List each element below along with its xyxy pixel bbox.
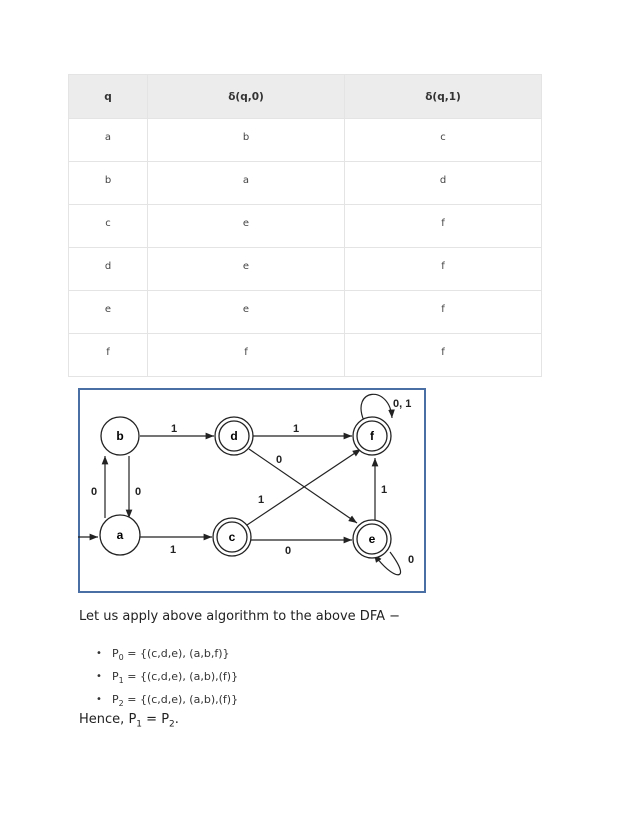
p-subscript: 2 bbox=[118, 699, 124, 709]
partition-set: = {(c,d,e), (a,b,f)} bbox=[123, 647, 230, 660]
list-item bbox=[96, 642, 238, 665]
bullet: • bbox=[96, 671, 102, 682]
partition-list bbox=[96, 642, 238, 711]
p-subscript: 1 bbox=[118, 676, 124, 686]
period: . bbox=[174, 712, 179, 727]
list-item bbox=[96, 665, 238, 688]
cell-state: f bbox=[69, 334, 148, 377]
state-f bbox=[353, 417, 391, 455]
cell-delta-1: f bbox=[345, 248, 542, 291]
p1-letter: P bbox=[128, 712, 137, 727]
state-a-label: a bbox=[116, 528, 124, 542]
state-f-label: f bbox=[370, 429, 374, 443]
cell-delta-1: f bbox=[345, 205, 542, 248]
partition-set: = {(c,d,e), (a,b),(f)} bbox=[123, 693, 239, 706]
cell-delta-0: b bbox=[148, 119, 345, 162]
conclusion-text bbox=[79, 712, 179, 730]
equals: = bbox=[142, 712, 162, 727]
transition-table bbox=[68, 74, 542, 377]
list-item bbox=[96, 688, 238, 711]
cell-state: a bbox=[69, 119, 148, 162]
edge-label-c-e: 0 bbox=[285, 545, 292, 557]
p2-letter: P bbox=[161, 712, 170, 727]
table-row bbox=[69, 248, 542, 291]
table-row bbox=[69, 334, 542, 377]
p2-subscript: 2 bbox=[169, 719, 175, 730]
table-row bbox=[69, 205, 542, 248]
p-letter: P bbox=[112, 693, 119, 706]
cell-delta-1: f bbox=[345, 334, 542, 377]
cell-state: d bbox=[69, 248, 148, 291]
edge-label-c-f: 1 bbox=[258, 494, 265, 506]
edge-label-a-c: 1 bbox=[170, 544, 177, 556]
p-subscript: 0 bbox=[118, 653, 124, 663]
header-delta-1: δ(q,1) bbox=[345, 75, 542, 119]
edge-label-b-a: 0 bbox=[135, 486, 142, 498]
cell-delta-0: e bbox=[148, 291, 345, 334]
cell-state: b bbox=[69, 162, 148, 205]
state-c bbox=[213, 518, 251, 556]
dfa-diagram bbox=[78, 388, 426, 593]
p-letter: P bbox=[112, 647, 119, 660]
hence-prefix: Hence, bbox=[79, 712, 129, 727]
table-row bbox=[69, 291, 542, 334]
edge-label-f-f: 0, 1 bbox=[393, 398, 412, 410]
state-b-label: b bbox=[116, 429, 124, 443]
state-c-label: c bbox=[228, 530, 236, 544]
edge-label-a-b: 0 bbox=[91, 486, 98, 498]
edge-label-d-e: 0 bbox=[276, 454, 283, 466]
partition-set: = {(c,d,e), (a,b),(f)} bbox=[123, 670, 239, 683]
cell-delta-0: a bbox=[148, 162, 345, 205]
state-e bbox=[353, 520, 391, 558]
edge-label-e-e: 0 bbox=[408, 554, 415, 566]
cell-state: c bbox=[69, 205, 148, 248]
table-header-row bbox=[69, 75, 542, 119]
cell-delta-0: e bbox=[148, 205, 345, 248]
cell-delta-1: f bbox=[345, 291, 542, 334]
edge-label-e-f: 1 bbox=[381, 484, 388, 496]
table-row bbox=[69, 119, 542, 162]
state-e-label: e bbox=[368, 532, 376, 546]
cell-state: e bbox=[69, 291, 148, 334]
state-b bbox=[101, 417, 139, 455]
state-d bbox=[215, 417, 253, 455]
edge-label-b-d: 1 bbox=[171, 423, 178, 435]
state-d-label: d bbox=[230, 429, 238, 443]
p-letter: P bbox=[112, 670, 119, 683]
cell-delta-0: e bbox=[148, 248, 345, 291]
cell-delta-1: c bbox=[345, 119, 542, 162]
cell-delta-0: f bbox=[148, 334, 345, 377]
bullet: • bbox=[96, 648, 102, 659]
state-a bbox=[100, 515, 140, 555]
table-row bbox=[69, 162, 542, 205]
cell-delta-1: d bbox=[345, 162, 542, 205]
header-delta-0: δ(q,0) bbox=[148, 75, 345, 119]
header-q: q bbox=[69, 75, 148, 119]
p1-subscript: 1 bbox=[136, 719, 143, 730]
intro-text: Let us apply above algorithm to the above DFA − bbox=[79, 609, 401, 624]
bullet: • bbox=[96, 694, 102, 705]
edge-label-d-f: 1 bbox=[293, 423, 300, 435]
